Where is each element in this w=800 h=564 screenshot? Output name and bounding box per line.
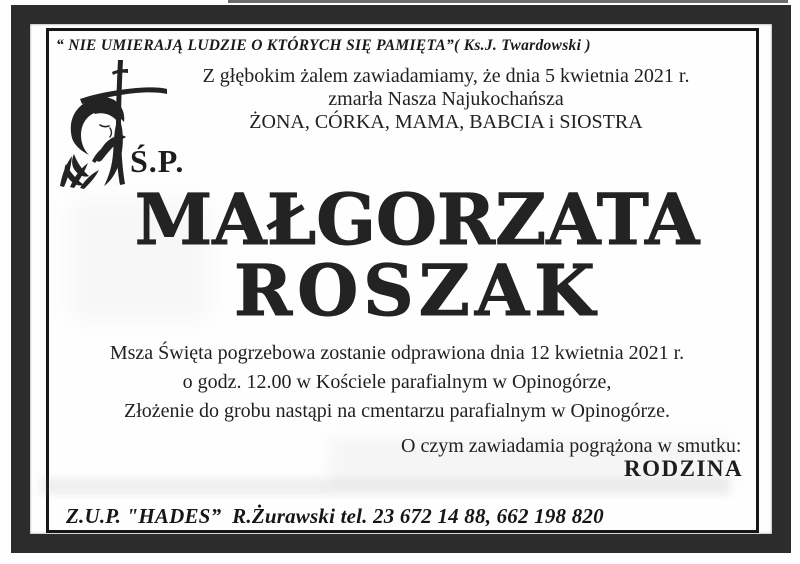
mary-eye [100, 125, 109, 127]
funeral-line-2: o godz. 12.00 w Kościele parafialnym w Opinogórze, [182, 371, 612, 393]
announcement-block [190, 65, 702, 134]
announcement-line-3: ŻONA, CÓRKA, MAMA, BABCIA i SIOSTRA [249, 111, 643, 133]
funeral-home-contact: Z.U.P. "HADES” R.Żurawski tel. 23 672 14 88, 662 198 820 [66, 504, 604, 528]
announcement-line-2: zmarła Nasza Najukochańsza [328, 88, 564, 110]
sp-abbreviation: Ś.P. [130, 143, 185, 179]
deceased-last-name: ROSZAK [234, 249, 600, 332]
funeral-line-3: Złożenie do grobu nastąpi na cmentarzu parafialnym w Opinogórze. [124, 400, 670, 422]
funeral-line-1: Msza Święta pogrzebowa zostanie odprawiona dnia 12 kwietnia 2021 r. [109, 342, 685, 364]
deceased-name [62, 178, 772, 332]
memorial-quote: “ NIE UMIERAJĄ LUDZIE O KTÓRYCH SIĘ PAMIĘTA”( Ks.J. Twardowski ) [56, 37, 591, 54]
funeral-details-block [48, 339, 746, 426]
scan-edge-artifact [228, 0, 788, 3]
deceased-first-name: MAŁGORZATA [134, 178, 700, 261]
announcement-line-1: Z głębokim żalem zawiadamiamy, że dnia 5 kwietnia 2021 r. [202, 65, 690, 87]
closing-line: O czym zawiadamia pogrążona w smutku: [401, 435, 742, 457]
mary-face-profile [110, 128, 112, 137]
family-signature: RODZINA [624, 456, 744, 481]
